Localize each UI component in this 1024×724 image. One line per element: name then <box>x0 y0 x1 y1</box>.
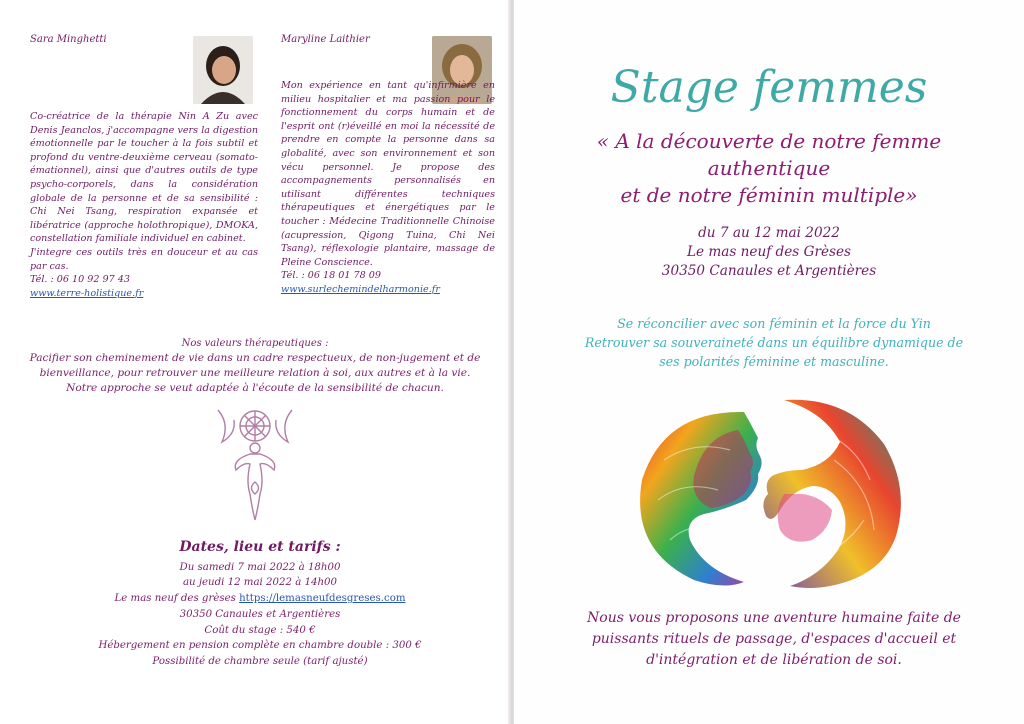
subtitle-line-1: « A la découverte de notre femme <box>596 129 942 153</box>
phone-2: Tél. : 06 18 01 78 09 <box>281 270 382 282</box>
values-line-1: Pacifier son cheminement de vie dans un cadre respectueux, de non-jugement et de <box>29 352 481 364</box>
bio-text-1b: J'integre ces outils très en douceur et au cas par cas. <box>30 246 258 272</box>
dates-venue-prices <box>60 540 460 670</box>
page-title: Stage femmes <box>610 62 928 113</box>
event-address: 30350 Canaules et Argentières <box>661 263 877 279</box>
intro-text <box>534 314 1014 371</box>
subtitle-line-2: authentique <box>707 156 831 180</box>
website-link-2[interactable]: www.surlechemindelharmonie.fr <box>281 283 440 295</box>
closing-line-1: Nous vous proposons une aventure humaine faite de <box>587 610 961 626</box>
values-line-2: bienveillance, pour retrouver une meilleure relation à soi, aux autres et à la vie. <box>39 367 471 379</box>
phone-1: Tél. : 06 10 92 97 43 <box>30 274 131 286</box>
closing-text <box>554 608 994 671</box>
end-date: au jeudi 12 mai 2022 à 14h00 <box>182 577 338 589</box>
venue-address: 30350 Canaules et Argentières <box>179 608 341 620</box>
course-cost: Coût du stage : 540 € <box>204 624 316 636</box>
lodging-cost: Hébergement en pension complète en chambre double : 300 € <box>98 640 422 652</box>
values-line-3: Notre approche se veut adaptée à l'écoute de la sensibilité de chacun. <box>66 382 444 394</box>
start-date: Du samedi 7 mai 2022 à 18h00 <box>179 561 341 573</box>
single-room-note: Possibilité de chambre seule (tarif ajusté) <box>152 655 368 667</box>
dates-title: Dates, lieu et tarifs : <box>179 539 341 555</box>
event-dates: du 7 au 12 mai 2022 <box>698 225 840 241</box>
subtitle <box>514 128 1024 209</box>
therapist-bio-2 <box>281 79 495 297</box>
two-faces-artwork <box>634 390 904 590</box>
closing-line-3: d'intégration et de libération de soi. <box>646 652 902 668</box>
therapist-name-2: Maryline Laithier <box>281 34 370 45</box>
values-title: Nos valeurs thérapeutiques : <box>181 338 329 349</box>
therapist-photo-1 <box>193 36 253 104</box>
venue-website-link[interactable]: https://lemasneufdesgreses.com <box>239 593 406 605</box>
venue-label: Le mas neuf des grèses <box>114 593 236 605</box>
website-link-1[interactable]: www.terre-holistique.fr <box>30 287 144 299</box>
event-venue: Le mas neuf des Grèses <box>686 244 852 260</box>
intro-line-2: Retrouver sa souveraineté dans un équilibre dynamique de <box>584 335 964 350</box>
therapist-name-1: Sara Minghetti <box>30 34 107 45</box>
subtitle-line-3: et de notre féminin multiple» <box>620 183 918 207</box>
portrait-image-1 <box>193 36 253 104</box>
therapist-bio-1 <box>30 110 258 300</box>
intro-line-3: ses polarités féminine et masculine. <box>659 354 889 369</box>
event-info <box>514 224 1024 281</box>
intro-line-1: Se réconcilier avec son féminin et la force du Yin <box>617 316 931 331</box>
bio-text-2: Mon expérience en tant qu'infirmière en milieu hospitalier et ma passion pour le fonctionnement du corps humain et de l'esprit ont (r)éveillé en moi la nécessité de prendre en compte la personne dans sa globalité, avec son environnement et son vécu personnel. Je propose des accompagnements personnalisés en utilisant différentes techniques thérapeutiques et énergétiques par le toucher : Médecine Traditionnelle Chinoise (acupression, Qigong Tuina, Chi Nei Tsang), réflexologie plantaire, massage de Pleine Conscience. <box>281 80 495 268</box>
bio-text-1: Co-créatrice de la thérapie Nin A Zu avec Denis Jeanclos, j'accompagne vers la digestion émotionnelle par le toucher à la fois subtil et profond du ventre-deuxième cerveau (somato-émationnel), ainsi que d'autres outils de type psycho-corporels, dans la considération globale de la personne et de sa sensibilité : Chi Nei Tsang, respiration expansée et libératrice (approche holothropique), DMOKA, constellation familiale individuel en cabinet. <box>30 111 258 245</box>
left-page <box>0 0 510 724</box>
closing-line-2: puissants rituels de passage, d'espaces d'accueil et <box>591 631 957 647</box>
venue-line <box>60 591 460 607</box>
goddess-symbol-icon <box>212 402 298 526</box>
therapeutic-values <box>20 336 490 396</box>
right-page <box>514 0 1024 724</box>
